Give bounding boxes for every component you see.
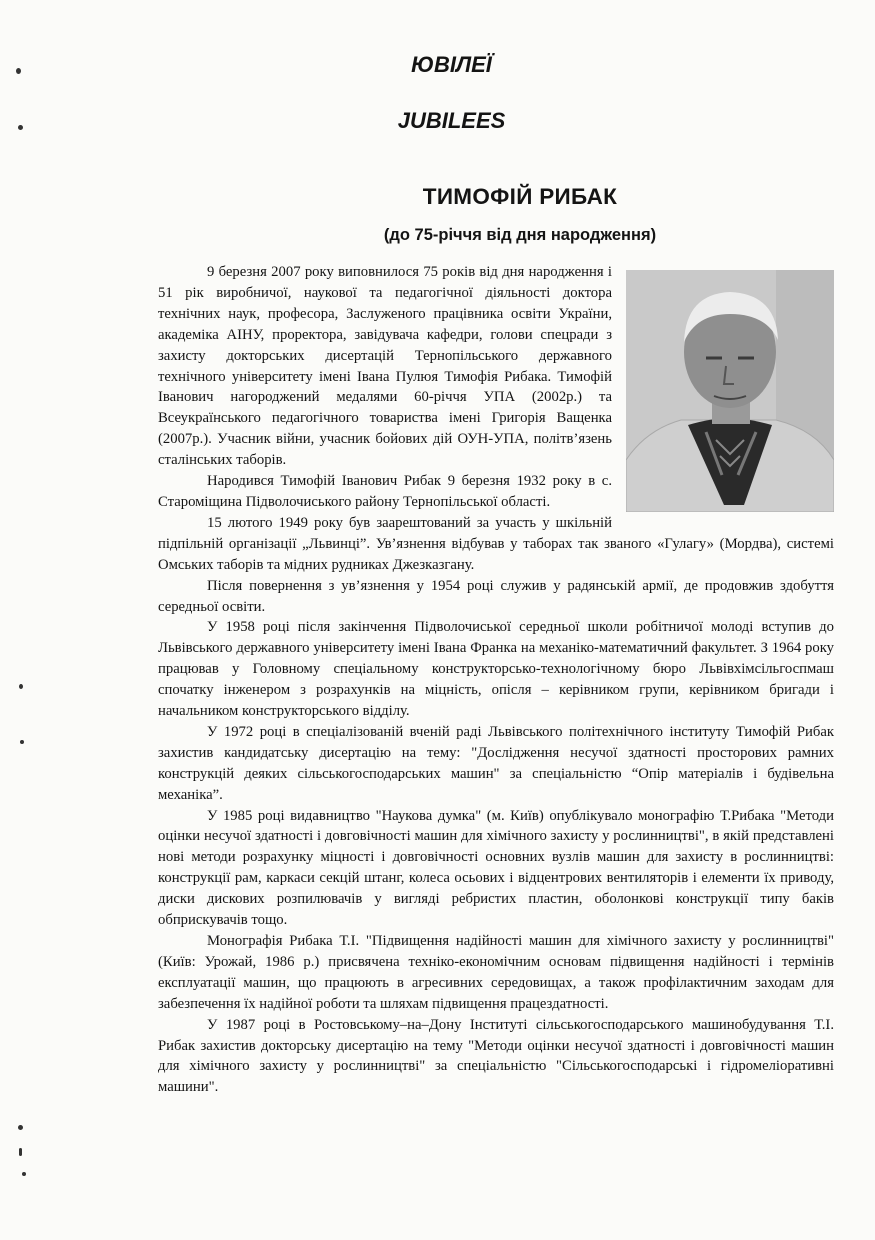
scan-mark [22,1172,26,1176]
section-title-ua: ЮВІЛЕЇ [411,52,492,77]
paragraph-6: У 1972 році в спеціалізованій вченій раді Львівського політехнічного інституту Тимофій Рибак захистив кандидатську дисертацію на тему: "Дослідження несучої здатності просторових рамних конструкцій деяких сільськогосподарських машин" за спеціальністю “Опір матеріалів і будівельна механіка”. [158,723,834,803]
article-body [158,262,834,1098]
portrait-photo [626,270,834,512]
scan-mark [19,1148,22,1156]
article-subtitle: (до 75-річчя від дня народження) [383,226,657,244]
article-title: ТИМОФІЙ РИБАК [422,184,618,209]
paragraph-2: Народився Тимофій Іванович Рибак 9 березня 1932 року в с. Староміщина Підволочиського району Тернопільської області. [158,473,612,510]
paragraph-8: Монографія Рибака Т.І. "Підвищення надійності машин для хімічного захисту у рослинництві" (Київ: Урожай, 1986 р.) присвячена техніко-економічним основам підвищення надійності і термінів експлуатації машин, що працюють в агресивних середовищах, а також профілактичним заходам для забезпечення їх надійної роботи та шляхам підвищення працездатності. [158,933,834,1012]
paragraph-4: Після повернення з ув’язнення у 1954 році служив у радянській армії, де продовжив здобуття середньої освіти. [158,577,834,615]
scan-mark [19,684,23,689]
scan-mark [18,125,23,130]
scan-mark [18,1125,23,1130]
section-title-en: JUBILEES [397,108,506,133]
scan-mark [16,68,21,74]
paragraph-1: 9 березня 2007 року виповнилося 75 років від дня народження і 51 рік виробничої, наукової та педагогічної діяльності доктора технічних наук, професора, Заслуженого працівника освіти України, академіка АІНУ, проректора, завідувача кафедри, голови спецради з захисту докторських дисертацій Тернопільського державного технічного університету імені Івана Пулюя Тимофія Рибака. Тимофій Іванович нагороджений медалями 60-річчя УПА (2002р.) та Всеукраїнського педагогічного товариства імені Григорія Ващенка (2007р.). Учасник війни, учасник бойових дій ОУН-УПА, політв’язень сталінських таборів. [158,264,612,469]
paragraph-5: У 1958 році після закінчення Підволочиської середньої школи робітничої молоді вступив до Львівського державного університету імені Івана Франка на механіко-математичний факультет. З 1964 року працював у Головному спеціальному конструкторсько-технологічному бюро Львівхімсільгоспмаш спочатку інженером з розрахунків на міцність, опісля – керівником групи, керівником бригади і начальником конструкторського відділу. [158,619,834,720]
paragraph-3: 15 лютого 1949 року був заарештований за участь у шкільній підпільній організації „Львинці”. Ув’язнення відбував у таборах так званого «Гулагу» (Мордва), системі Омських таборів та мідних рудниках Джезказгану. [158,514,834,573]
portrait-illustration [626,270,834,512]
scan-mark [20,740,24,744]
paragraph-7: У 1985 році видавництво "Наукова думка" (м. Київ) опублікувало монографію Т.Рибака "Методи оцінки несучої здатності і довговічності машин для хімічного захисту у рослинництві", в якій представлені нові методи розрахунку міцності і довговічності основних вузлів машин для захисту в рослинництві: конструкції рам, каркаси секцій штанг, колеса осьових і відцентрових вентиляторів і елементи їх приводу, диски дискових розпилювачів у вигляді ребристих пластин, оболонкові конструкції типу баків обприскувачів тощо. [158,807,834,929]
paragraph-9: У 1987 році в Ростовському–на–Дону Інституті сільськогосподарського машинобудування Т.І. Рибак захистив докторську дисертацію на тему "Методи оцінки несучої здатності і довговічності машин для хімічного захисту у рослинництві" за спеціальністю "Сільськогосподарські і гідромеліоративні машини". [158,1016,834,1096]
